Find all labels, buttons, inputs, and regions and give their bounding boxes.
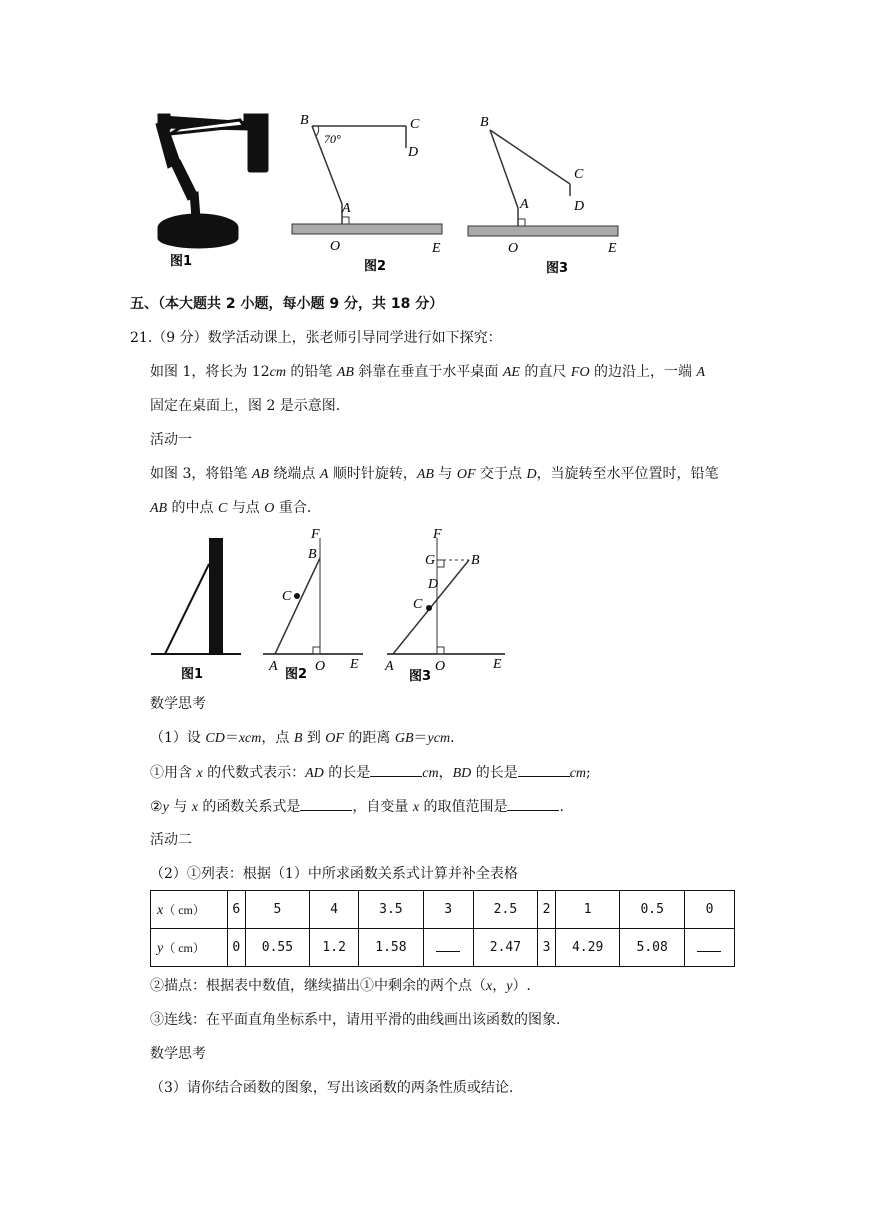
top-fig3-label-b: B bbox=[480, 115, 489, 130]
middle-figures bbox=[145, 520, 525, 690]
question-3: （3）请你结合函数的图象，写出该函数的两条性质或结论. bbox=[150, 1080, 514, 1096]
question-1-part-1: ①用含 x 的代数式表示：AD 的长是 cm，BD 的长是 cm; bbox=[150, 762, 591, 784]
table-cell-y-blank[interactable] bbox=[423, 929, 473, 967]
table-row-y bbox=[151, 929, 735, 967]
answer-blank-ad[interactable] bbox=[370, 762, 422, 777]
top-fig3-label-a: A bbox=[520, 197, 529, 212]
table-cell-x: 1 bbox=[555, 891, 620, 929]
mid-fig2-label-a: A bbox=[269, 659, 278, 674]
activity-two-heading: 活动二 bbox=[150, 832, 192, 848]
mid-fig3-label-g: G bbox=[425, 553, 436, 568]
table-cell-x: 5 bbox=[245, 891, 310, 929]
table-cell-y: 1.58 bbox=[359, 929, 424, 967]
question-1-part-2: ②y 与 x 的函数关系式是 ，自变量 x 的取值范围是 . bbox=[150, 796, 564, 818]
mid-fig3-label-d: D bbox=[428, 577, 439, 592]
answer-blank-range[interactable] bbox=[507, 796, 559, 811]
activity-one-heading: 活动一 bbox=[150, 432, 192, 448]
top-fig2-label-d: D bbox=[408, 145, 419, 160]
problem-paragraph-1-line2: 固定在桌面上，图 2 是示意图. bbox=[150, 398, 341, 414]
question-1: （1）设 CD＝xcm，点 B 到 OF 的距离 GB＝ycm. bbox=[150, 730, 455, 746]
table-cell-x: 0 bbox=[684, 891, 734, 929]
table-cell-y: 3 bbox=[538, 929, 556, 967]
top-fig2-label-c: C bbox=[410, 117, 420, 132]
table-cell-y: 1.2 bbox=[310, 929, 359, 967]
top-fig2-label-b: B bbox=[300, 113, 309, 128]
table-cell-y: 0 bbox=[228, 929, 246, 967]
math-thinking-heading-2: 数学思考 bbox=[150, 1046, 206, 1062]
mid-fig3-diagram bbox=[387, 538, 505, 654]
mid-fig2-label-f: F bbox=[311, 527, 320, 542]
table-cell-x: 4 bbox=[310, 891, 359, 929]
table-cell-y: 5.08 bbox=[620, 929, 685, 967]
problem-paragraph-2-line2: AB 的中点 C 与点 O 重合. bbox=[150, 500, 312, 516]
table-cell-x: 0.5 bbox=[620, 891, 685, 929]
table-header-x: x（ cm） bbox=[151, 891, 228, 929]
mid-fig1-diagram bbox=[151, 538, 241, 654]
top-fig3-label-o: O bbox=[508, 241, 519, 256]
top-fig3-label-e: E bbox=[608, 241, 617, 256]
top-fig2-label-o: O bbox=[330, 239, 341, 254]
problem-intro: 21.（9 分）数学活动课上，张老师引导同学进行如下探究： bbox=[130, 330, 502, 346]
question-2-part-1: （2）①列表：根据（1）中所求函数关系式计算并补全表格 bbox=[150, 866, 518, 882]
values-table bbox=[150, 890, 735, 967]
problem-paragraph-2: 如图 3，将铅笔 AB 绕端点 A 顺时针旋转，AB 与 OF 交于点 D，当旋转至水平位置时，铅笔 bbox=[150, 466, 719, 482]
mid-fig1-caption: 图1 bbox=[181, 667, 204, 682]
top-fig3-caption: 图3 bbox=[546, 261, 569, 276]
table-row-x bbox=[151, 891, 735, 929]
question-2-part-2: ②描点：根据表中数值，继续描出①中剩余的两个点（x，y）. bbox=[150, 978, 531, 994]
table-cell-y: 0.55 bbox=[245, 929, 310, 967]
mid-fig3-label-b: B bbox=[471, 553, 480, 568]
desk-lamp-picture bbox=[156, 114, 268, 248]
mid-fig3-label-a: A bbox=[385, 659, 394, 674]
table-cell-x: 2 bbox=[538, 891, 556, 929]
mid-fig3-caption: 图3 bbox=[409, 669, 432, 684]
top-fig3-diagram bbox=[468, 130, 618, 236]
section-heading: 五、（本大题共 2 小题，每小题 9 分，共 18 分） bbox=[130, 296, 444, 312]
mid-fig3-label-e: E bbox=[493, 657, 502, 672]
top-fig2-label-e: E bbox=[432, 241, 441, 256]
table-header-y: y（ cm） bbox=[151, 929, 228, 967]
mid-fig2-label-o: O bbox=[315, 659, 326, 674]
table-cell-x: 3 bbox=[423, 891, 473, 929]
top-figures bbox=[140, 100, 640, 280]
table-cell-y-blank[interactable] bbox=[684, 929, 734, 967]
mid-fig2-label-e: E bbox=[350, 657, 359, 672]
table-cell-y: 2.47 bbox=[473, 929, 538, 967]
mid-fig2-caption: 图2 bbox=[285, 667, 308, 682]
mid-fig3-label-c: C bbox=[413, 597, 423, 612]
top-fig2-angle-label: 70° bbox=[324, 132, 341, 146]
math-thinking-heading-1: 数学思考 bbox=[150, 696, 206, 712]
question-2-part-3: ③连线：在平面直角坐标系中，请用平滑的曲线画出该函数的图象. bbox=[150, 1012, 561, 1028]
mid-fig2-label-b: B bbox=[308, 547, 317, 562]
table-cell-y: 4.29 bbox=[555, 929, 620, 967]
top-fig3-label-c: C bbox=[574, 167, 584, 182]
problem-paragraph-1: 如图 1，将长为 12cm 的铅笔 AB 斜靠在垂直于水平桌面 AE 的直尺 FO 的边沿上，一端 A bbox=[150, 364, 706, 380]
top-fig2-caption: 图2 bbox=[364, 259, 387, 274]
table-cell-x: 2.5 bbox=[473, 891, 538, 929]
mid-fig3-label-o: O bbox=[435, 659, 446, 674]
fig1-caption: 图1 bbox=[170, 254, 193, 269]
table-cell-x: 3.5 bbox=[359, 891, 424, 929]
top-fig3-label-d: D bbox=[574, 199, 585, 214]
table-cell-x: 6 bbox=[228, 891, 246, 929]
answer-blank-bd[interactable] bbox=[518, 762, 570, 777]
answer-blank-function[interactable] bbox=[300, 796, 352, 811]
mid-fig3-label-f: F bbox=[433, 527, 442, 542]
top-fig2-label-a: A bbox=[342, 201, 351, 216]
top-fig2-diagram bbox=[292, 126, 442, 234]
mid-fig2-label-c: C bbox=[282, 589, 292, 604]
